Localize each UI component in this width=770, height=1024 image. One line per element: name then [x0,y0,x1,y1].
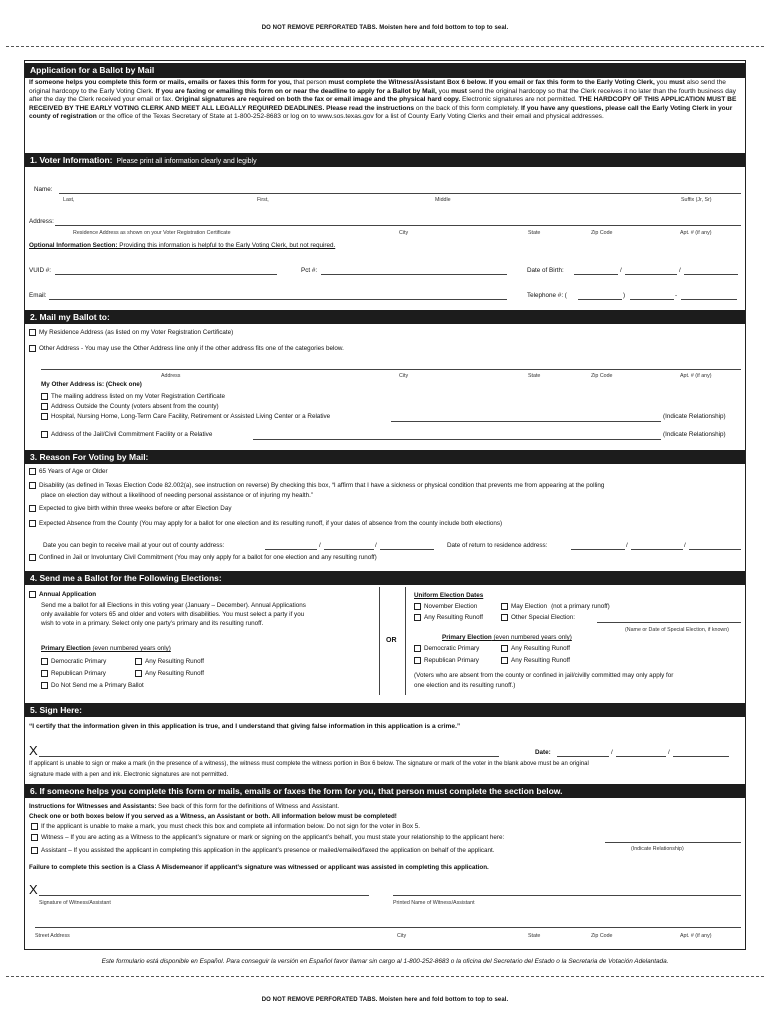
sign-date-year[interactable] [673,756,729,757]
witness-check-instructions: Check one or both boxes below if you served as a Witness, an Assistant or both. All information below must be completed! [29,813,397,820]
form-title: Application for a Ballot by Mail [25,63,745,78]
special-election-input[interactable] [597,622,741,623]
other-address-label: Address [161,373,181,379]
witness-apt-label: Apt. # (if any) [680,933,712,939]
checkbox[interactable] [41,431,48,438]
reason-jail[interactable]: Confined in Jail or Involuntary Civil Commitment (You may only apply for a ballot for one election and any resulting runoff) [29,554,377,562]
last-label: Last, [63,197,75,203]
slash: / [375,542,377,549]
annual-dem-runoff[interactable]: Any Resulting Runoff [135,658,204,666]
pct-label: Pct #: [301,267,318,274]
sign-note-2: signature made with a pen and ink. Electronic signatures are not permitted. [29,772,229,778]
sign-note-1: If applicant is unable to sign or make a mark (in the presence of a witness), the witness must complete the witness portion in Box 6 below. The signature or mark of the voter in the blank above must be an original [29,761,589,767]
reason-absence[interactable]: Expected Absence from the County (You may apply for a ballot for one election and its resulting runoff, if your dates of absence from the county include both elections) [29,520,502,528]
perforation-note-bottom: DO NOT REMOVE PERFORATED TABS. Moisten here and fold bottom to top to seal. [261,997,509,1003]
rep-primary-option[interactable]: Republican Primary [414,657,479,665]
reason-disability-cont: place on election day without a likelihood of needing personal assistance or of injuring my health.” [41,492,313,499]
checkbox[interactable] [29,520,36,527]
signature-x: X [29,743,38,758]
absent-note-1: (Voters who are absent from the county or confined in jail/civilly committed may only apply for [414,672,674,679]
middle-label: Middle [435,197,451,203]
indicate-relationship-1: (Indicate Relationship) [663,413,726,420]
other-apt-label: Apt. # (if any) [680,373,712,379]
checkbox[interactable] [501,603,508,610]
annual-text-1: Send me a ballot for all Elections in this voting year (January – December). Annual Applications [41,602,306,609]
misdemeanor-warning: Failure to complete this section is a Class A Misdemeanor if applicant’s signature was witnessed or applicant was assisted in completing this application. [29,864,489,871]
witness-signature-input[interactable] [39,895,369,896]
checkbox[interactable] [501,614,508,621]
date-return-label: Date of return to residence address: [447,542,548,549]
checkbox[interactable] [31,847,38,854]
section-4-divider-right [405,587,406,695]
dob-day-input[interactable] [625,274,677,275]
other-address-header: My Other Address is: (Check one) [41,381,142,388]
checkbox[interactable] [29,554,36,561]
email-input[interactable] [49,299,507,300]
checkbox[interactable] [135,658,142,665]
date-return-day[interactable] [631,549,683,550]
witness-printed-name-input[interactable] [393,895,741,896]
first-label: First, [257,197,269,203]
other-address-input[interactable] [41,369,741,370]
reason-65[interactable]: 65 Years of Age or Older [29,468,108,476]
witness-street-label: Street Address [35,933,70,939]
annual-text-2: only available for voters 65 and older and voters with disabilities. You must select a party if you [41,611,305,618]
sign-date-day[interactable] [616,756,666,757]
perforation-line-bottom [6,976,764,977]
checkbox[interactable] [31,823,38,830]
witness-printed-name-label: Printed Name of Witness/Assistant [393,900,475,906]
checkbox[interactable] [41,403,48,410]
witness-city-label: City [397,933,407,939]
special-election-hint: (Name or Date of Special Election, if known) [625,627,729,633]
dob-month-input[interactable] [574,274,618,275]
checkbox[interactable] [29,468,36,475]
other-option-3[interactable]: Hospital, Nursing Home, Long-Term Care Facility, Retirement or Assisted Living Center or a Relative [41,413,330,421]
voter-signature-input[interactable] [39,756,499,757]
checkbox[interactable] [41,393,48,400]
or-label: OR [386,637,397,644]
date-begin-month[interactable] [265,549,317,550]
checkbox[interactable] [29,482,36,489]
dob-slash-1: / [620,267,622,274]
state-label: State [528,230,541,236]
other-zip-label: Zip Code [591,373,613,379]
uniform-dates-label: Uniform Election Dates [414,592,484,599]
section-2-header: 2. Mail my Ballot to: [25,310,745,324]
november-election-option[interactable]: November Election [414,603,477,611]
checkbox[interactable] [31,834,38,841]
slash: / [668,749,670,756]
zip-label: Zip Code [591,230,613,236]
checkbox[interactable] [41,658,48,665]
vuid-label: VUID #: [29,267,52,274]
witness-relationship-input[interactable] [605,842,741,843]
checkbox[interactable] [29,345,36,352]
date-return-month[interactable] [571,549,625,550]
checkbox[interactable] [29,591,36,598]
checkbox[interactable] [501,645,508,652]
sign-date-label: Date: [535,749,551,756]
apt-label: Apt. # (if any) [680,230,712,236]
checkbox[interactable] [414,645,421,652]
witness-state-label: State [528,933,541,939]
checkbox[interactable] [501,657,508,664]
checkbox[interactable] [41,413,48,420]
checkbox[interactable] [41,682,48,689]
date-return-year[interactable] [689,549,741,550]
dob-year-input[interactable] [684,274,738,275]
res-addr-label: Residence Address as shown on your Voter Registration Certificate [73,230,231,236]
dem-primary-option[interactable]: Democratic Primary [414,645,479,653]
mail-other-option[interactable]: Other Address - You may use the Other Address line only if the other address fits one of the categories below. [29,345,344,353]
other-option-2[interactable]: Address Outside the County (voters absent from the county) [41,403,219,411]
phone-area-input[interactable] [578,299,622,300]
checkbox[interactable] [135,670,142,677]
section-4-header: 4. Send me a Ballot for the Following Elections: [25,571,745,585]
optional-section: Optional Information Section: Providing this information is helpful to the Early Voting Clerk, but not required. [29,242,336,249]
address-label: Address: [29,218,54,225]
section-6-header: 6. If someone helps you complete this form or mails, emails or faxes the form for you, that person must complete the section below. [25,784,745,798]
checkbox[interactable] [29,505,36,512]
phone-line-input[interactable] [681,299,737,300]
primary-election-label: Primary Election (even numbered years only) [41,645,171,652]
suffix-label: Suffix (Jr, Sr) [681,197,712,203]
witness-instructions: Instructions for Witnesses and Assistants: See back of this form for the definitions of Witness and Assistant. [29,803,340,810]
annual-rep-primary[interactable]: Republican Primary [41,670,106,678]
checkbox[interactable] [414,603,421,610]
annual-rep-runoff[interactable]: Any Resulting Runoff [135,670,204,678]
email-label: Email: [29,292,47,299]
reason-birth[interactable]: Expected to give birth within three weeks before or after Election Day [29,505,232,513]
rep-runoff-option[interactable]: Any Resulting Runoff [501,657,570,665]
witness-street-address-input[interactable] [35,927,741,928]
section-5-header: 5. Sign Here: [25,703,745,717]
address-input[interactable] [55,225,741,226]
witness-option-witness[interactable]: Witness – If you are acting as a Witness to the applicant’s signature or mark or signing on the applicant’s behalf, you must state your relationship to the applicant here: [31,834,504,842]
city-label: City [399,230,409,236]
dob-slash-2: / [679,267,681,274]
other-city-label: City [399,373,409,379]
relationship-input-1[interactable] [391,421,661,422]
annual-dem-primary[interactable]: Democratic Primary [41,658,106,666]
dob-label: Date of Birth: [527,267,564,274]
relationship-input-2[interactable] [253,439,661,440]
sign-date-month[interactable] [557,756,609,757]
witness-indicate-relationship: (Indicate Relationship) [631,846,684,852]
slash: / [684,542,686,549]
intro-text: If someone helps you complete this form or mails, emails or faxes this form for you, that person must complete the Witness/Assistant Box 6 below. If you email or fax this form to the Early Voting Clerk, you must also send the original hardcopy to the Early Voting Clerk. If you are faxing or emailing this form on or near the deadline to apply for a Ballot by Mail, you must send the original hardcopy so that the Clerk receives it no later than the fourth business day after the day the Clerk received your email or fax. Original signatures are required on both the fax or email image and the physical hard copy. Electronic signatures are not permitted. THE HARDCOPY OF THIS APPLICATION MUST BE RECEIVED BY THE EARLY VOTING CLERK AND MEET ALL LEGALLY REQUIRED DEADLINES. Please read the instructions on the back of this form completely. If you have any questions, please call the Early Voting Clerk in your county of registration or the office of the Texas Secretary of State at 1-800-252-8683 or log on to www.sos.texas.gov for a list of County Early Voting Clerks and their email and physical addresses. [29,79,737,121]
checkbox[interactable] [414,614,421,621]
vuid-input[interactable] [55,274,277,275]
phone-paren: ) [623,292,626,299]
date-begin-day[interactable] [324,549,374,550]
perforation-note-top: DO NOT REMOVE PERFORATED TABS. Moisten here and fold bottom to top to seal. [261,25,509,31]
section-1-header: 1. Voter Information: Please print all information clearly and legibly [25,153,745,167]
no-primary-option[interactable]: Do Not Send me a Primary Ballot [41,682,144,690]
absent-note-2: one election and its resulting runoff.) [414,682,516,689]
name-input[interactable] [59,193,741,194]
date-begin-year[interactable] [380,549,434,550]
spanish-notice: Este formulario está disponible en Español. Para conseguir la versión en Español favor llamar sin cargo al 1-800-252-8683 o la oficina del Secretario del Estado o la Secretaria de Votación Adelantada. [101,958,669,965]
witness-zip-label: Zip Code [591,933,613,939]
may-election-option[interactable]: May Election (not a primary runoff) [501,603,610,611]
any-runoff-option[interactable]: Any Resulting Runoff [414,614,483,622]
witness-signature-label: Signature of Witness/Assistant [39,900,111,906]
dem-runoff-option[interactable]: Any Resulting Runoff [501,645,570,653]
other-state-label: State [528,373,541,379]
phone-label: Telephone #: ( [527,292,567,299]
annual-application-option[interactable]: Annual Application [29,591,96,599]
section-4-divider-left [379,587,380,695]
date-begin-label: Date you can begin to receive mail at your out of county address: [43,542,225,549]
mail-residence-option[interactable]: My Residence Address (as listed on my Voter Registration Certificate) [29,329,233,337]
checkbox[interactable] [29,329,36,336]
primary-election-label-2: Primary Election (even numbered years only) [442,634,572,641]
checkbox[interactable] [41,670,48,677]
pct-input[interactable] [321,274,507,275]
slash: / [319,542,321,549]
name-label: Name: [34,186,53,193]
indicate-relationship-2: (Indicate Relationship) [663,431,726,438]
slash: / [626,542,628,549]
other-option-1[interactable]: The mailing address listed on my Voter Registration Certificate [41,393,225,401]
phone-prefix-input[interactable] [630,299,674,300]
perforation-line-top [6,46,764,47]
other-option-4[interactable]: Address of the Jail/Civil Commitment Facility or a Relative [41,431,212,439]
annual-text-3: wish to vote in a primary. Select only one party’s primary and its resulting runoff. [41,620,264,627]
witness-option-unable[interactable]: If the applicant is unable to make a mark, you must check this box and complete all information below. Do not sign for the voter in Box 5. [31,823,420,831]
reason-disability[interactable]: Disability (as defined in Texas Election Code 82.002(a), see instruction on reverse) By checking this box, “I affirm that I have a sickness or physical condition that prevents me from appearing at the polling [29,482,604,490]
ballot-application-form [24,60,746,950]
witness-signature-x: X [29,882,38,897]
checkbox[interactable] [414,657,421,664]
phone-dash: - [675,292,678,299]
witness-option-assistant[interactable]: Assistant – If you assisted the applicant in completing this application in the applicant’s presence or mailed/emailed/faxed the application on behalf of the applicant. [31,847,495,855]
certify-statement: “I certify that the information given in this application is true, and I understand that giving false information in this application is a crime.” [29,723,461,730]
slash: / [611,749,613,756]
other-special-option[interactable]: Other Special Election: [501,614,575,622]
section-3-header: 3. Reason For Voting by Mail: [25,450,745,464]
